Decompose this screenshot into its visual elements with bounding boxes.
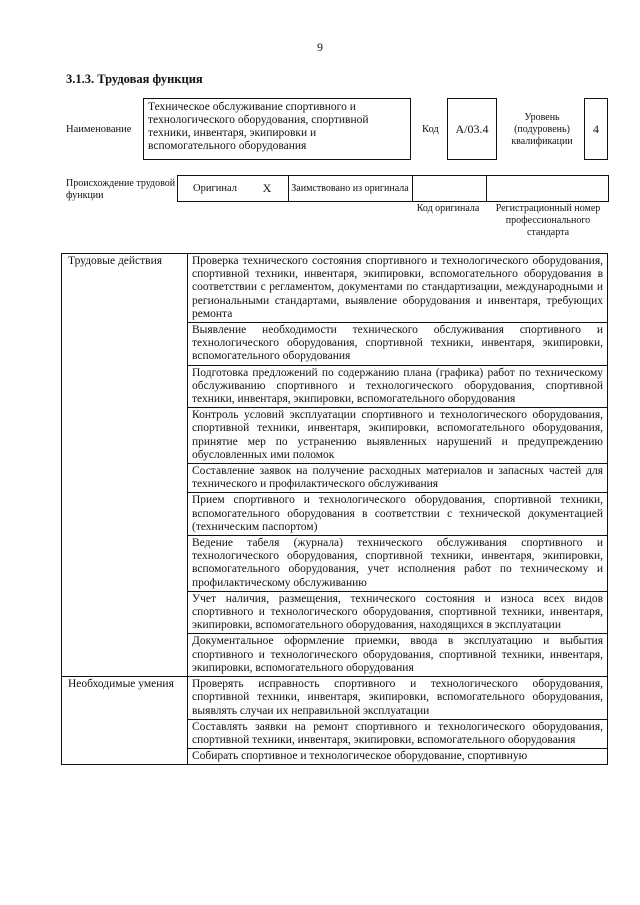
origin-label: Происхождение трудовой функции (66, 178, 176, 201)
qualification-level-label: Уровень (подуровень) квалификации (511, 112, 573, 147)
row-item: Составление заявок на получение расходных материалов и запасных частей для технического и профилактического обслуживания (188, 464, 608, 493)
row-item: Проверять исправность спортивного и технологического оборудования, спортивной техники, инвентаря, экипировки, вспомогательного оборудования, выявлять случаи их неправильной эксплуатации (188, 677, 608, 720)
row-category: Необходимые умения (62, 677, 188, 765)
page-number: 9 (317, 40, 323, 54)
row-item: Ведение табеля (журнала) технического обслуживания спортивного и технологического оборудования, спортивной техники, инвентаря, экипировки, вспомогательного оборудования, учет исполнения работ по техническому и профилактическому обслуживанию (188, 536, 608, 592)
function-name: Техническое обслуживание спортивного и технологического оборудования, спортивной техники, инвентаря, экипировки и вспомогательного оборудования (143, 98, 411, 160)
name-label: Наименование (66, 124, 132, 135)
code-label: Код (422, 124, 439, 135)
row-item: Подготовка предложений по содержанию плана (графика) работ по техническому обслуживанию спортивного и технологического оборудования, спортивной техники, инвентаря, экипировки, вспомогательного оборудования (188, 365, 608, 408)
row-category: Трудовые действия (62, 254, 188, 677)
original-label: Оригинал (193, 183, 237, 194)
row-item: Учет наличия, размещения, технического состояния и износа всех видов спортивного и технологического оборудования, спортивной техники, инвентаря, экипировки, вспомогательного оборудования, находящихся в эксплуатации (188, 591, 608, 634)
table-row (62, 677, 608, 720)
code-value: A/03.4 (447, 98, 497, 160)
row-item: Собирать спортивное и технологическое оборудование, спортивную (188, 749, 608, 765)
divider (486, 175, 487, 202)
row-item: Проверка технического состояния спортивного и технологического оборудования, спортивной техники, инвентаря, экипировки, вспомогательного оборудования в соответствии с регламентом, документами по стандартизации, международными и региональными стандартами, выявление оборудования и инвентаря, требующих ремонта (188, 254, 608, 323)
qualification-level-value: 4 (584, 98, 608, 160)
row-item: Документальное оформление приемки, ввода в эксплуатацию и выбытия спортивного и технологического оборудования, спортивной техники, инвентаря, экипировки, вспомогательного оборудования (188, 634, 608, 677)
origin-table (177, 175, 609, 202)
row-item: Прием спортивного и технологического оборудования, спортивной техники, вспомогательного оборудования в соответствии с технической документацией (техническим паспортом) (188, 493, 608, 536)
row-item: Составлять заявки на ремонт спортивного и технологического оборудования, спортивной техники, инвентаря, экипировки, вспомогательного оборудования (188, 719, 608, 748)
borrowed-label: Заимствовано из оригинала (291, 182, 409, 194)
row-item: Контроль условий эксплуатации спортивного и технологического оборудования, спортивной техники, инвентаря, экипировки, вспомогательного оборудования, принятие мер по устранению выявленных нарушений и предупреждению обусловленных ими поломок (188, 408, 608, 464)
code-original-label: Код оригинала (416, 203, 480, 214)
divider (412, 175, 413, 202)
section-title: 3.1.3. Трудовая функция (66, 72, 203, 86)
function-table (61, 253, 608, 765)
original-mark: X (262, 181, 272, 195)
registration-number-label: Регистрационный номер профессионального стандарта (495, 203, 601, 238)
row-item: Выявление необходимости технического обслуживания спортивного и технологического оборудования, спортивной техники, инвентаря, экипировки, вспомогательного оборудования (188, 323, 608, 366)
table-row (62, 254, 608, 323)
divider (288, 175, 289, 202)
